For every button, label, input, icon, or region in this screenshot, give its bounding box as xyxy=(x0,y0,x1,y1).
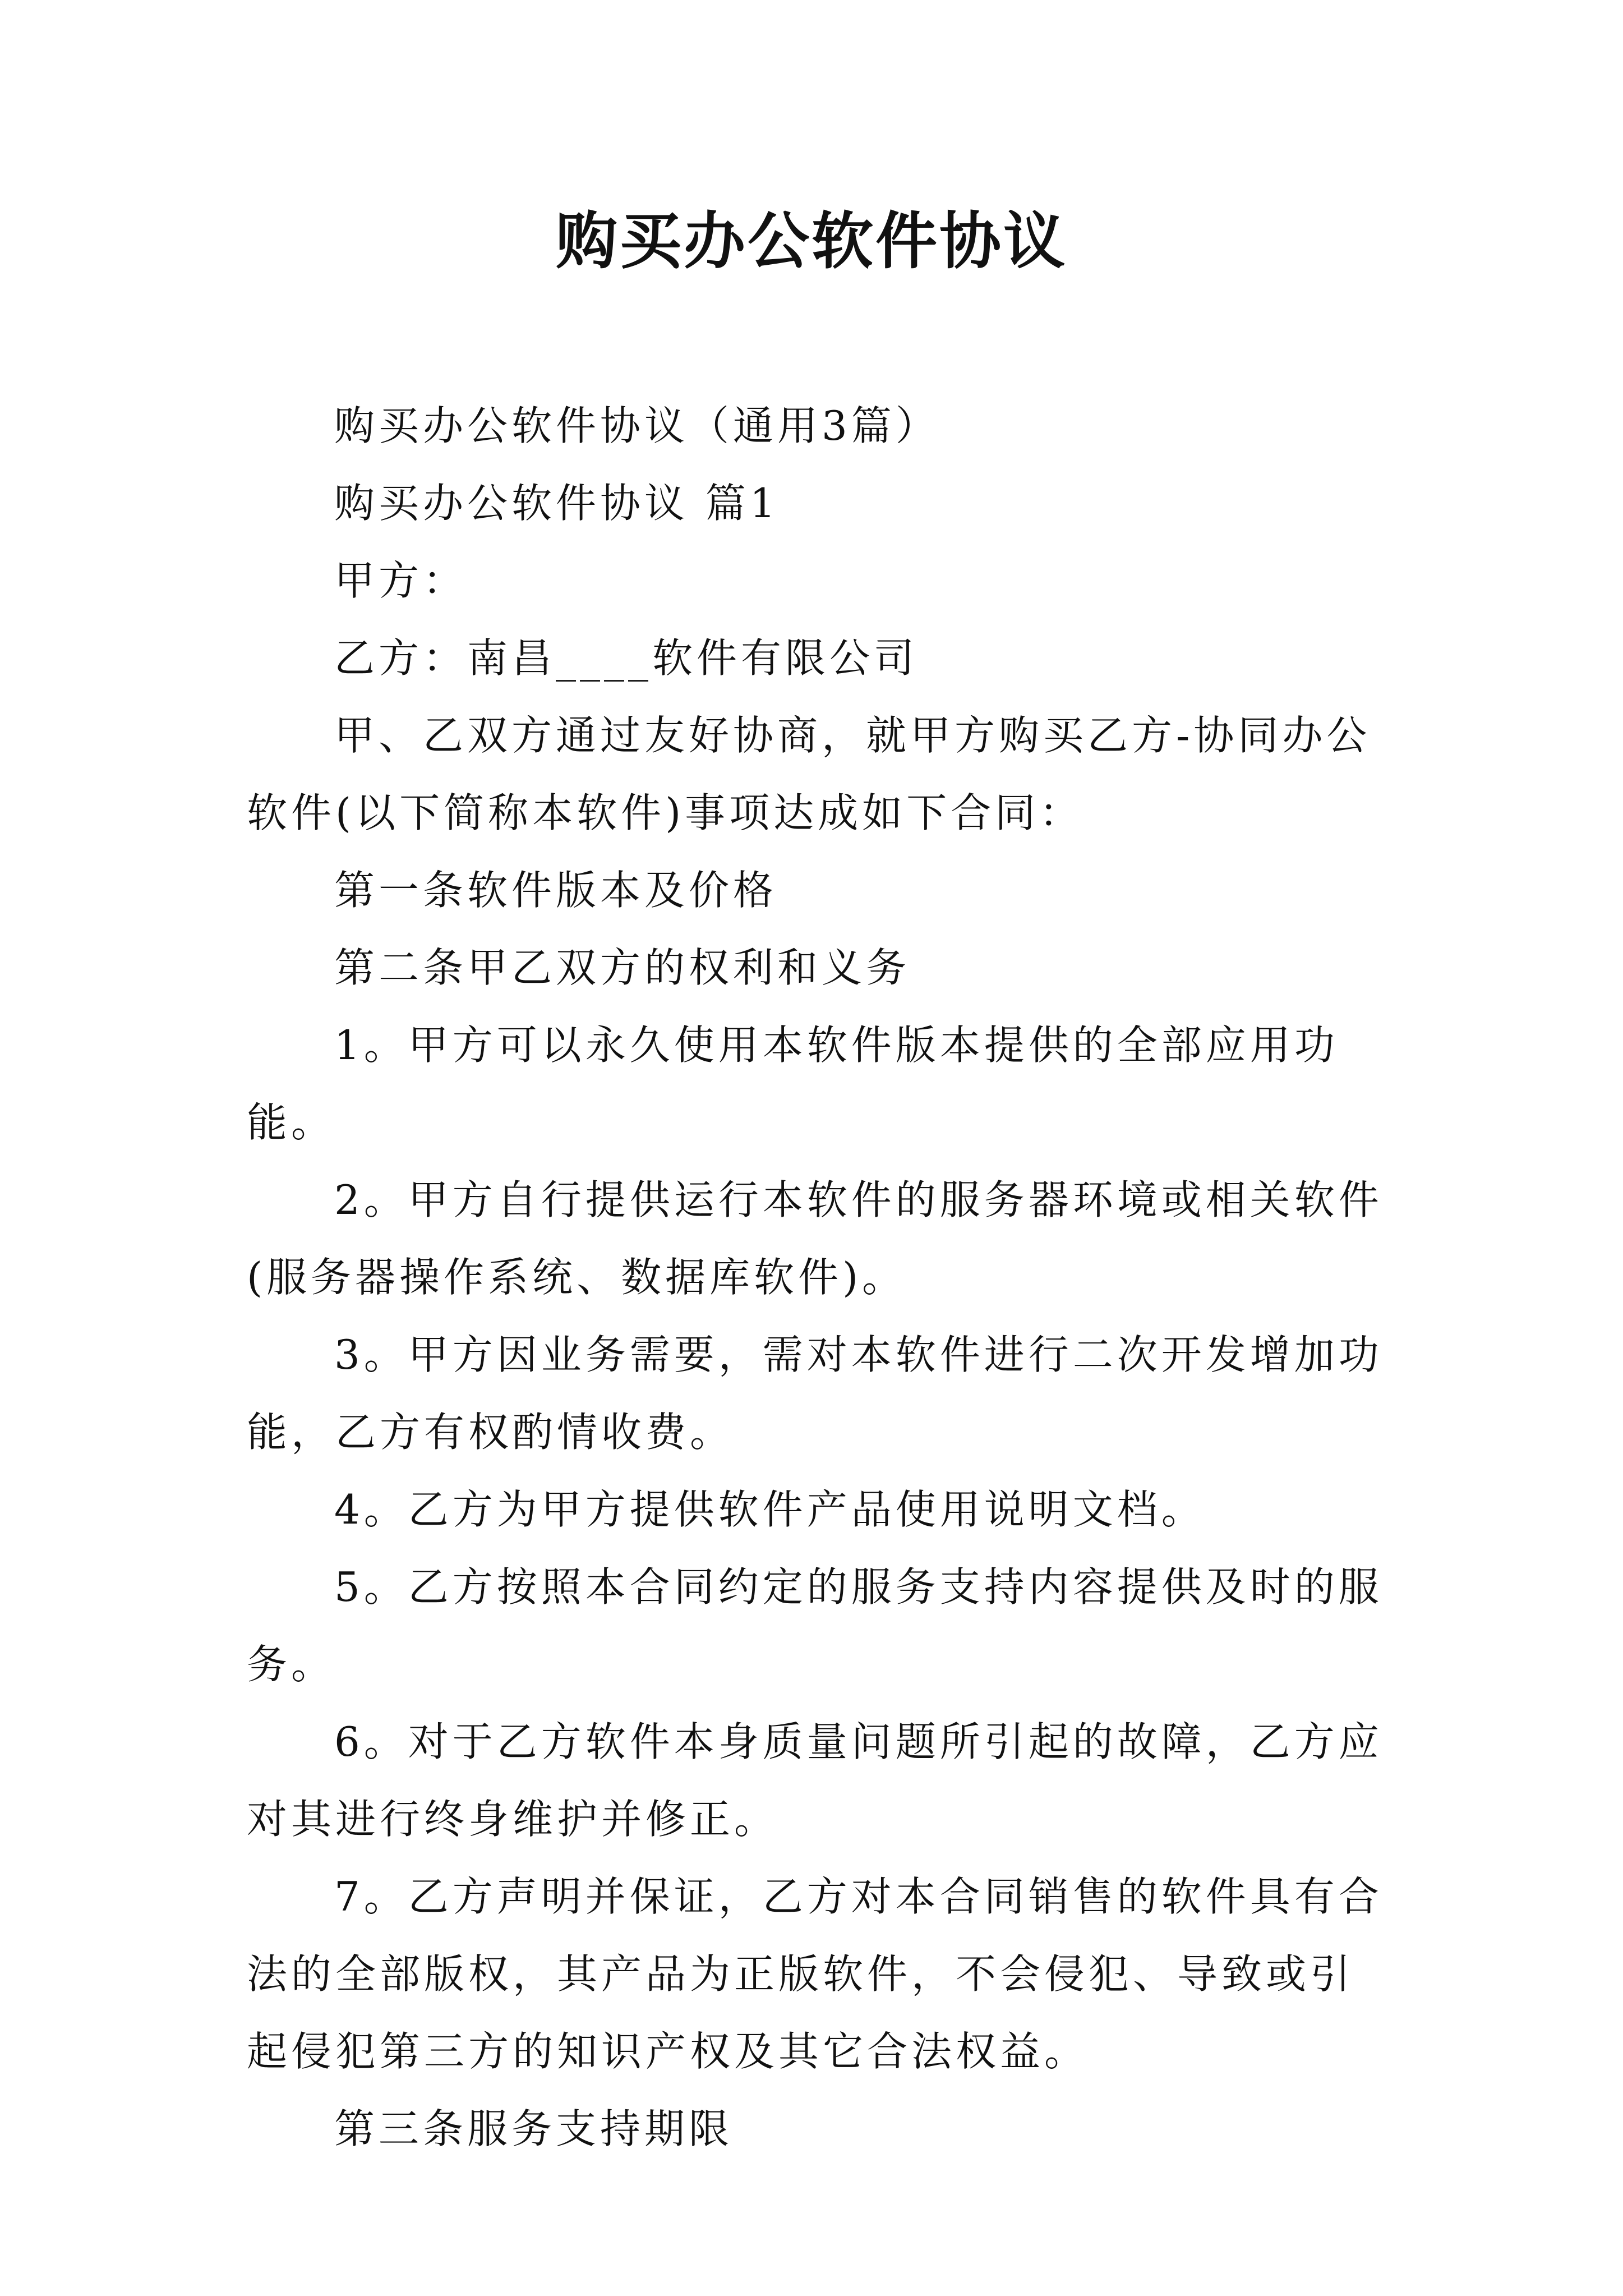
paragraph-preamble: 甲、乙双方通过友好协商，就甲方购买乙方-协同办公软件(以下简称本软件)事项达成如下合同： xyxy=(247,712,1371,836)
document-title: 购买办公软件协议 xyxy=(556,205,1067,277)
paragraph-article-2: 第二条甲乙双方的权利和义务 xyxy=(334,944,911,991)
paragraph-item-7: 7。乙方声明并保证，乙方对本合同销售的软件具有合法的全部版权，其产品为正版软件，不会侵犯、导致或引起侵犯第三方的知识产权及其它合法权益。 xyxy=(247,1873,1383,2075)
paragraph-item-4: 4。乙方为甲方提供软件产品使用说明文档。 xyxy=(334,1486,1206,1533)
paragraph-article-3: 第三条服务支持期限 xyxy=(334,2105,734,2152)
paragraph-part-label: 购买办公软件协议 篇1 xyxy=(334,480,780,527)
paragraph-item-5: 5。乙方按照本合同约定的服务支持内容提供及时的服务。 xyxy=(247,1563,1383,1688)
paragraph-party-b: 乙方：南昌____软件有限公司 xyxy=(334,634,919,682)
document-body xyxy=(247,387,1385,2168)
paragraph-heading: 购买办公软件协议（通用3篇） xyxy=(334,402,940,449)
paragraph-item-3: 3。甲方因业务需要，需对本软件进行二次开发增加功能，乙方有权酌情收费。 xyxy=(247,1331,1383,1456)
paragraph-article-1: 第一条软件版本及价格 xyxy=(334,867,778,914)
paragraph-party-a: 甲方： xyxy=(334,557,468,604)
paragraph-item-2: 2。甲方自行提供运行本软件的服务器环境或相关软件(服务器操作系统、数据库软件)。 xyxy=(247,1176,1383,1301)
paragraph-item-6: 6。对于乙方软件本身质量问题所引起的故障，乙方应对其进行终身维护并修正。 xyxy=(247,1718,1383,1843)
paragraph-item-1: 1。甲方可以永久使用本软件版本提供的全部应用功能。 xyxy=(247,1022,1339,1146)
